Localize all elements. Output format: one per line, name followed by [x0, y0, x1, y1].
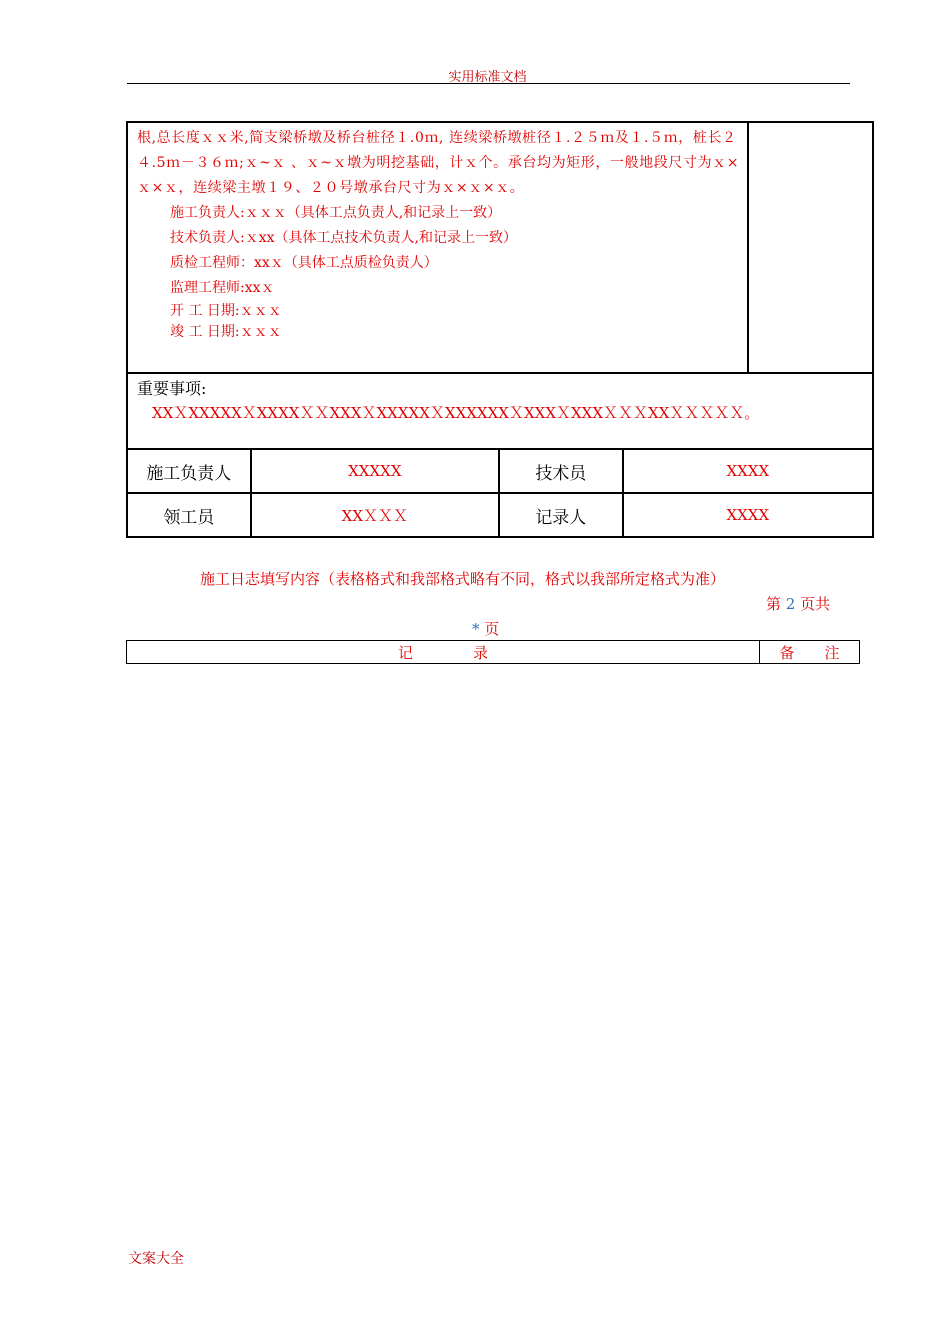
remark-header: 备 注	[760, 641, 860, 664]
foreman-value: XXＸＸＸ	[251, 493, 499, 537]
log-table	[126, 121, 874, 538]
page-total-marker: *	[472, 620, 480, 638]
page-number: 2	[785, 595, 796, 613]
description-paragraph: 根,总长度ｘｘ米,简支梁桥墩及桥台桩径１.0ｍ, 连续梁桥墩桩径１.２５ｍ及１.５ｍ，桩长２４.5ｍ－３６ｍ;ｘ~ｘ 、ｘ~ｘ墩为明挖基础，计ｘ个。承台均为矩形，一般地段尺寸为ｘ×ｘ×ｘ，连续梁主墩１９、２０号墩承台尺寸为ｘ×ｘ×ｘ。	[137, 130, 740, 196]
record-header-row	[127, 641, 860, 664]
completion-date-line: 竣 工 日期:ｘｘｘ	[170, 324, 282, 340]
construction-manager-line: 施工负责人:ｘｘｘ（具体工点负责人,和记录上一致）	[170, 205, 502, 221]
construction-manager-label: 施工负责人	[127, 449, 251, 493]
guide-text: 施工日志填写内容（表格格式和我部格式略有不同，格式以我部所定格式为准）	[200, 570, 726, 588]
footer-text: 文案大全	[128, 1251, 184, 1267]
remark-cell	[748, 122, 873, 373]
description-cell	[127, 122, 748, 373]
important-row	[127, 373, 873, 449]
supervision-engineer-line: 监理工程师:xxｘ	[170, 280, 275, 296]
technician-label: 技术员	[499, 449, 623, 493]
construction-manager-value: XXXXX	[251, 449, 499, 493]
important-cell	[127, 373, 873, 449]
page-total-line	[472, 618, 499, 639]
signature-row-2	[127, 493, 873, 537]
recorder-label: 记录人	[499, 493, 623, 537]
technical-manager-line: 技术负责人:ｘxx（具体工点技术负责人,和记录上一致）	[170, 230, 517, 246]
quality-engineer-line: 质检工程师：xxｘ（具体工点质检负责人）	[170, 255, 438, 271]
page-suffix: 页共	[800, 595, 831, 613]
header-title: 实用标准文档	[448, 70, 527, 85]
header-rule	[127, 83, 850, 84]
foreman-label: 领工员	[127, 493, 251, 537]
description-row	[127, 122, 873, 373]
important-text: XXＸXXXXXＸXXXXＸＸXXXＸXXXXXＸXXXXXXＸXXXＸXXXＸＸＸXXＸＸＸＸＸ。	[152, 404, 760, 422]
technician-value: XXXX	[623, 449, 873, 493]
start-date-line: 开 工 日期:ｘｘｘ	[170, 303, 282, 319]
important-title: 重要事项:	[137, 379, 207, 398]
page-number-line	[766, 593, 830, 614]
record-header: 记 录	[127, 641, 760, 664]
recorder-value: XXXX	[623, 493, 873, 537]
signature-row-1	[127, 449, 873, 493]
page-prefix: 第	[766, 595, 782, 613]
record-header-table	[126, 640, 860, 664]
page-total-suffix: 页	[484, 620, 500, 638]
